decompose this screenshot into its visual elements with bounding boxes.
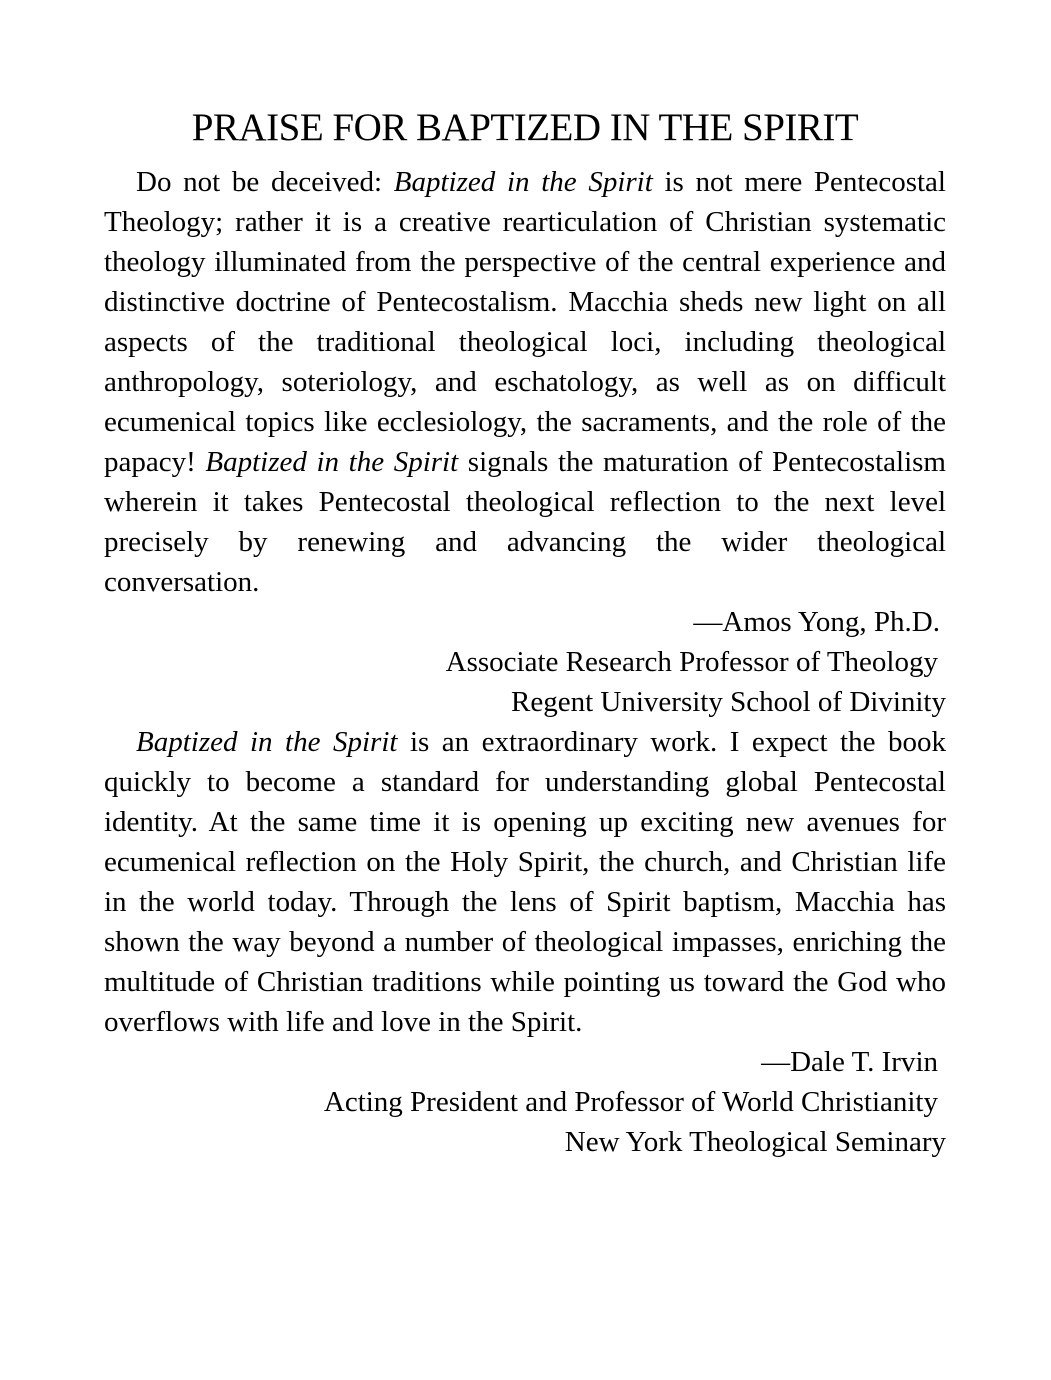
endorser-name: —Dale T. Irvin: [761, 1046, 938, 1078]
book-title-italic: Baptized in the Spirit: [393, 166, 653, 198]
endorsement-body: signals the maturation of Pentecostalism wherein it takes Pentecostal theological reflection to the next level precisely by renewing and advancing the wider theological conversation.: [104, 446, 946, 598]
page-title: PRAISE FOR BAPTIZED IN THE SPIRIT: [191, 106, 859, 149]
endorser-position: Acting President and Professor of World Christianity: [323, 1086, 938, 1118]
endorser-name: —Amos Yong, Ph.D.: [693, 606, 940, 638]
endorsement-text: [104, 162, 946, 602]
book-title-italic: Baptized in the Spirit: [205, 446, 459, 478]
document-page: [104, 98, 946, 1162]
endorsement-body: is not mere Pentecostal Theology; rather it is a creative rearticulation of Christian systematic theology illuminated from the perspective of the central experience and distinctive doctrine of Pentecostalism. Macchia sheds new light on all aspects of the traditional theological loci, including theological anthropology, soteriology, and eschatology, as well as on difficult ecumenical topics like ecclesiology, the sacraments, and the role of the papacy!: [104, 166, 946, 478]
endorser-institution: New York Theological Seminary: [564, 1126, 946, 1158]
endorsement-yong: [104, 162, 946, 722]
endorsement-text: [104, 722, 946, 1042]
endorsement-body: is an extraordinary work. I expect the book quickly to become a standard for understanding global Pentecostal identity. At the same time it is opening up exciting new avenues for ecumenical reflection on the Holy Spirit, the church, and Christian life in the world today. Through the lens of Spirit baptism, Macchia has shown the way beyond a number of theological impasses, enriching the multitude of Christian traditions while pointing us toward the God who overflows with life and love in the Spirit.: [104, 726, 946, 1038]
endorsement-irvin: [104, 722, 946, 1162]
endorser-position: Associate Research Professor of Theology: [445, 646, 938, 678]
book-title-italic: Baptized in the Spirit: [136, 726, 398, 758]
endorsement-intro: Do not be deceived:: [136, 166, 394, 198]
endorser-institution: Regent University School of Divinity: [511, 686, 946, 718]
